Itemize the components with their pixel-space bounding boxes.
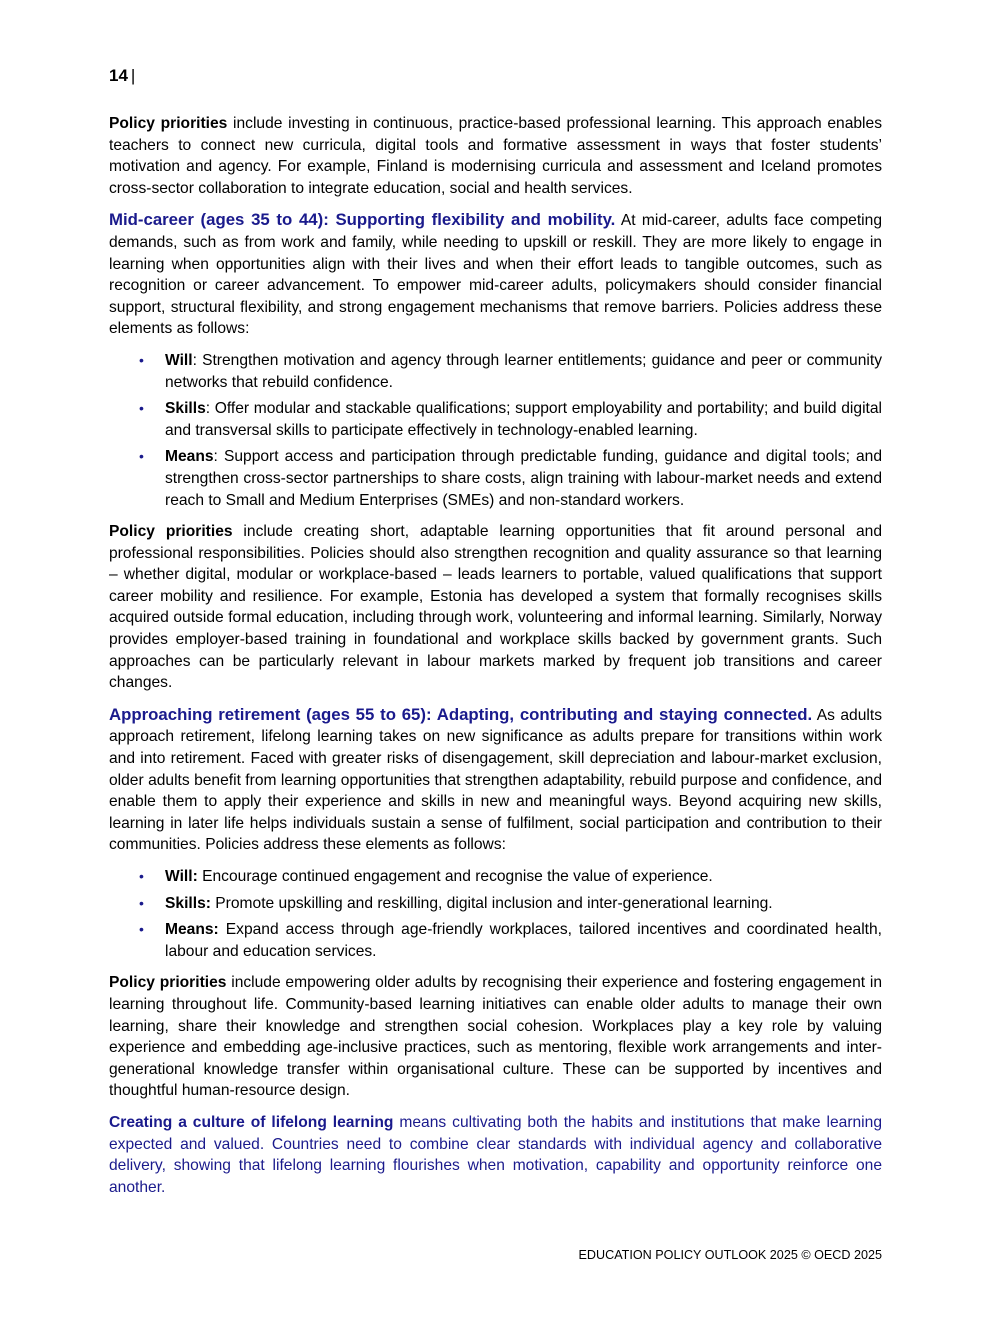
list-item-label: Will: — [165, 868, 198, 885]
paragraph-culture-summary — [109, 1112, 882, 1198]
paragraph-retirement — [109, 704, 882, 856]
list-item — [109, 350, 882, 393]
paragraph-mid-career-policy — [109, 521, 882, 694]
mid-career-bullet-list — [109, 350, 882, 511]
paragraph-text: At mid-career, adults face competing demands, such as from work and family, while needing to upskill or reskill. They are more likely to engage in learning when opportunities align with their lives and when their effort leads to tangible outcomes, such as recognition or career advancement. To empower mid-career adults, policymakers should consider financial support, structural flexibility, and strong engagement mechanisms that remove barriers. Policies address these elements as follows: — [109, 212, 882, 338]
list-item-text: : Offer modular and stackable qualifications; support employability and portability; and build digital and transversal skills to participate effectively in technology-enabled learning. — [165, 400, 882, 439]
policy-priorities-lead: Policy priorities — [109, 523, 233, 541]
paragraph-mid-career — [109, 209, 882, 340]
page-number-value: 14 — [109, 66, 128, 85]
list-item — [109, 446, 882, 511]
list-item-text: : Strengthen motivation and agency through learner entitlements; guidance and peer or community networks that rebuild confidence. — [165, 351, 882, 391]
paragraph-retirement-policy — [109, 972, 882, 1102]
paragraph-text: As adults approach retirement, lifelong learning takes on new significance as adults prepare for transitions within work and into retirement. Faced with greater risks of disengagement, skill depreciation and labour-market exclusion, older adults benefit from learning opportunities that strengthen adaptability, rebuild purpose and confidence, and enable them to apply their experience and skills in new and meaningful ways. Beyond acquiring new skills, learning in later life helps individuals sustain a sense of fulfilment, social participation and contribution to their communities. Policies address these elements as follows: — [109, 706, 882, 854]
list-item-text: Promote upskilling and reskilling, digital inclusion and inter-generational learning. — [210, 894, 773, 912]
bullet-icon: • — [139, 351, 144, 368]
list-item-label: Skills: — [165, 894, 211, 912]
page-number — [109, 66, 135, 86]
bullet-icon: • — [139, 448, 144, 465]
list-item-label: Means: — [165, 921, 219, 939]
section-heading-mid-career: Mid-career (ages 35 to 44): Supporting flexibility and mobility. — [109, 210, 616, 230]
page-body — [109, 113, 882, 1208]
bullet-icon: • — [139, 400, 144, 417]
bullet-icon: • — [139, 894, 144, 911]
bullet-icon: • — [139, 921, 144, 938]
paragraph-text: include investing in continuous, practice-based professional learning. This approach enables teachers to connect new curricula, digital tools and formative assessment in ways that foster students’ motivation and agency. For example, Finland is modernising curricula and assessment and Iceland promotes cross-sector collaboration to integrate education, social and health services. — [109, 115, 882, 197]
page-footer: EDUCATION POLICY OUTLOOK 2025 © OECD 2025 — [578, 1248, 882, 1262]
policy-priorities-lead: Policy priorities — [109, 974, 227, 992]
paragraph-text: include empowering older adults by recognising their experience and fostering engagement in learning throughout life. Community-based learning initiatives can enable older adults to manage their own learning, share their knowledge and strengthen social cohesion. Workplaces play a key role by valuing experience and embedding age-inclusive practices, such as mentoring, flexible work arrangements and inter-generational knowledge transfer within organisational culture. These can be supported by incentives and thoughtful human-resource design. — [109, 974, 883, 1100]
list-item — [109, 893, 882, 915]
list-item-text: Expand access through age-friendly workplaces, tailored incentives and coordinated health, labour and education services. — [165, 921, 882, 960]
retirement-bullet-list — [109, 866, 882, 962]
list-item — [109, 866, 882, 888]
policy-priorities-lead: Policy priorities — [109, 115, 228, 132]
list-item-label: Skills — [165, 400, 206, 418]
list-item — [109, 919, 882, 962]
list-item-label: Means — [165, 448, 214, 466]
list-item-label: Will — [165, 351, 193, 369]
paragraph-text: means cultivating both the habits and institutions that make learning expected and valued. Countries need to combine clear standards with individual agency and collaborative delivery, showing that lifelong learning flourishes when motivation, capability and opportunity reinforce one another. — [109, 1113, 882, 1196]
list-item — [109, 398, 882, 441]
bullet-icon: • — [139, 868, 144, 884]
list-item-text: Encourage continued engagement and recognise the value of experience. — [197, 868, 713, 885]
paragraph-teacher-policy — [109, 113, 882, 199]
page-number-separator: | — [130, 66, 136, 85]
list-item-text: : Support access and participation through predictable funding, guidance and digital tools; and strengthen cross-sector partnerships to share costs, align training with labour-market needs and extend reach to Small and Medium Enterprises (SMEs) and non-standard workers. — [165, 448, 882, 509]
culture-lead: Creating a culture of lifelong learning — [109, 1113, 394, 1131]
paragraph-text: include creating short, adaptable learning opportunities that fit around personal and professional responsibilities. Policies should also strengthen recognition and quality assurance so that learning – whether digital, modular or workplace-based – leads learners to portable, valued qualifications that support career mobility and resilience. For example, Estonia has developed a system that formally recognises skills acquired outside formal education, including through work, volunteering and informal learning. Similarly, Norway provides employer-based training in foundational and workplace skills backed by government grants. Such approaches can be particularly relevant in labour markets marked by frequent job transitions and career changes. — [109, 523, 882, 692]
section-heading-retirement: Approaching retirement (ages 55 to 65): Adapting, contributing and staying connected. — [109, 704, 813, 724]
